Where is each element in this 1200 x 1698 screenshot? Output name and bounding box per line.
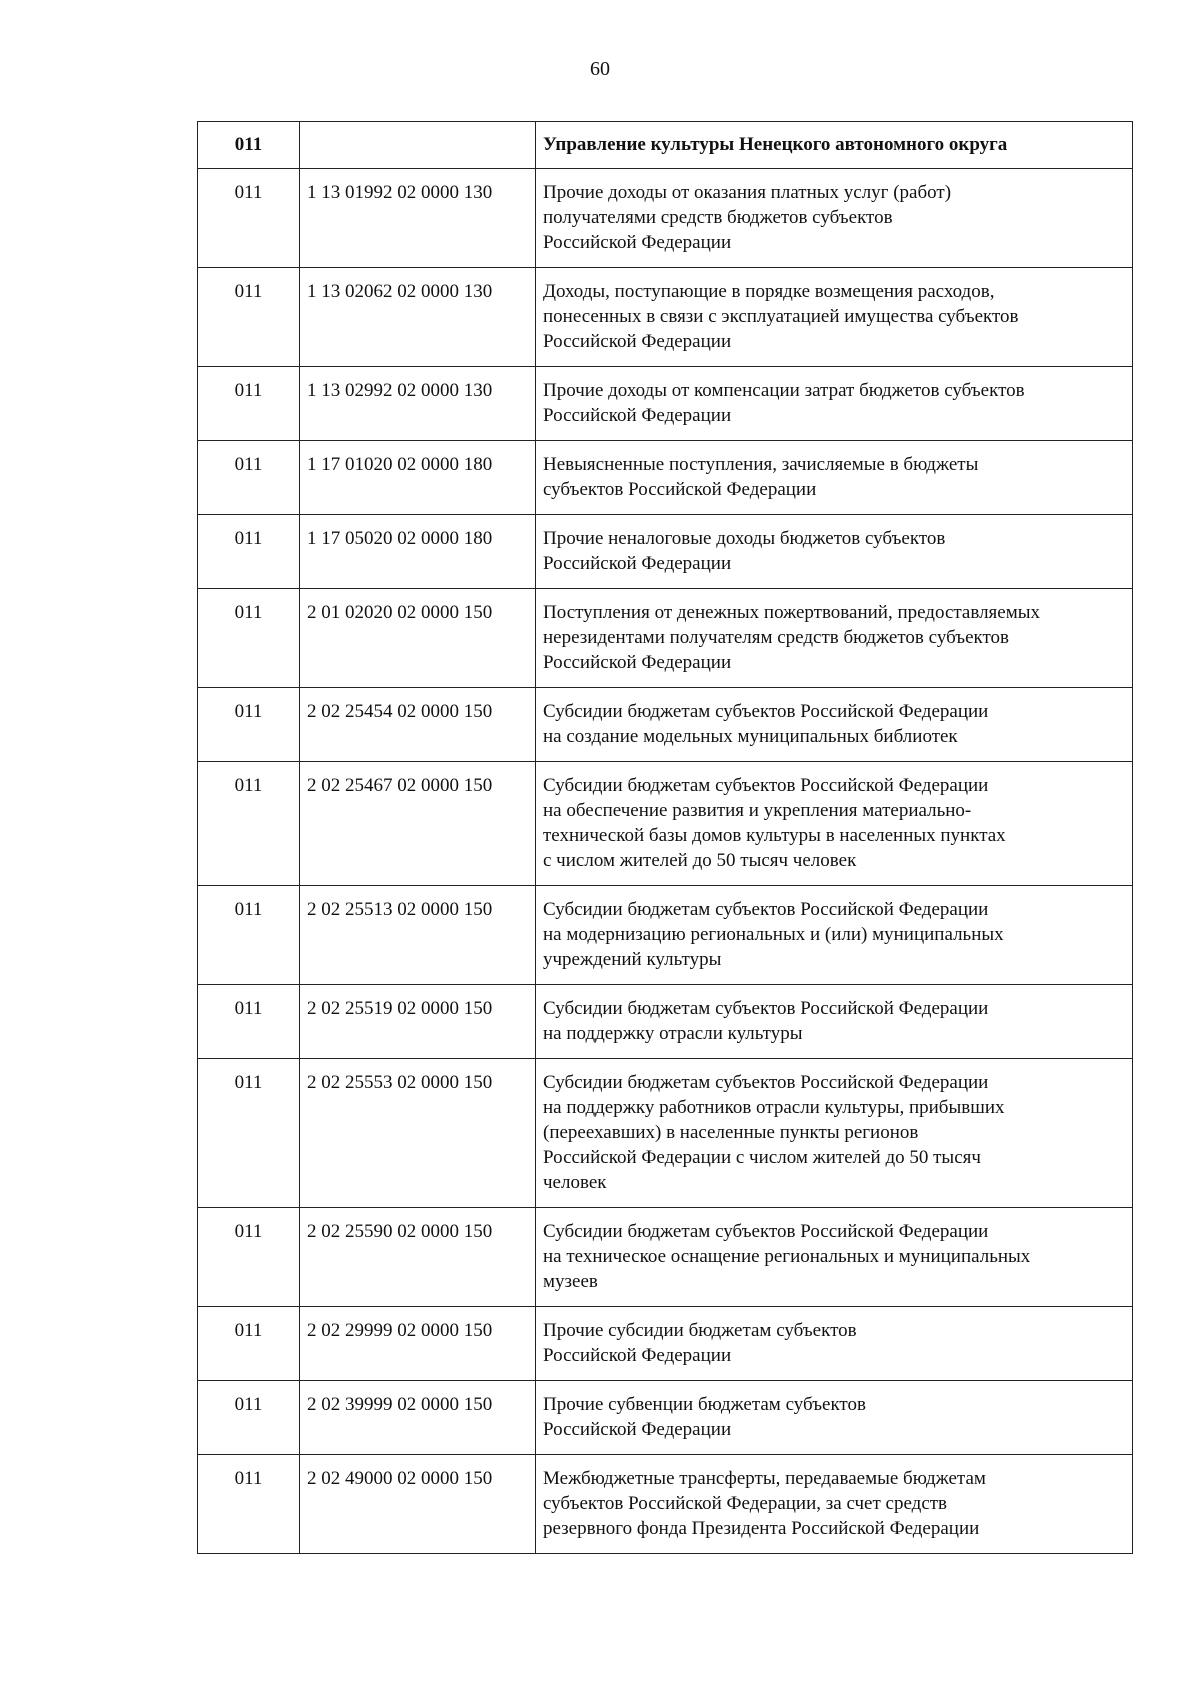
- table-row: [198, 886, 1133, 985]
- description-cell: Невыясненные поступления, зачисляемые в бюджеты субъектов Российской Федерации: [536, 441, 1133, 515]
- budget-code-cell: 2 02 25590 02 0000 150: [300, 1208, 536, 1307]
- table-row: [198, 1059, 1133, 1208]
- admin-code-cell: 011: [198, 441, 300, 515]
- header-budget-code: [300, 122, 536, 169]
- admin-code-cell: 011: [198, 1208, 300, 1307]
- table-row: [198, 515, 1133, 589]
- description-cell: Прочие субсидии бюджетам субъектов Российской Федерации: [536, 1307, 1133, 1381]
- budget-code-cell: 2 02 25513 02 0000 150: [300, 886, 536, 985]
- table-row: [198, 589, 1133, 688]
- budget-code-cell: 1 13 02062 02 0000 130: [300, 268, 536, 367]
- page-number: 60: [590, 58, 610, 80]
- admin-code-cell: 011: [198, 762, 300, 886]
- admin-code-cell: 011: [198, 367, 300, 441]
- header-department-name: Управление культуры Ненецкого автономного округа: [536, 122, 1133, 169]
- table-row: [198, 169, 1133, 268]
- admin-code-cell: 011: [198, 688, 300, 762]
- admin-code-cell: 011: [198, 1307, 300, 1381]
- description-cell: Субсидии бюджетам субъектов Российской Федерации на обеспечение развития и укрепления материально- технической базы домов культуры в населенных пунктах с числом жителей до 50 тысяч человек: [536, 762, 1133, 886]
- admin-code-cell: 011: [198, 886, 300, 985]
- description-cell: Субсидии бюджетам субъектов Российской Федерации на техническое оснащение региональных и муниципальных музеев: [536, 1208, 1133, 1307]
- description-cell: Поступления от денежных пожертвований, предоставляемых нерезидентами получателям средств бюджетов субъектов Российской Федерации: [536, 589, 1133, 688]
- admin-code-cell: 011: [198, 1381, 300, 1455]
- description-cell: Субсидии бюджетам субъектов Российской Федерации на поддержку отрасли культуры: [536, 985, 1133, 1059]
- description-cell: Межбюджетные трансферты, передаваемые бюджетам субъектов Российской Федерации, за счет средств резервного фонда Президента Российской Федерации: [536, 1455, 1133, 1554]
- table-row: [198, 1381, 1133, 1455]
- description-cell: Прочие субвенции бюджетам субъектов Российской Федерации: [536, 1381, 1133, 1455]
- table-row: [198, 1455, 1133, 1554]
- budget-code-cell: 2 02 25553 02 0000 150: [300, 1059, 536, 1208]
- admin-code-cell: 011: [198, 589, 300, 688]
- budget-code-cell: 2 02 25454 02 0000 150: [300, 688, 536, 762]
- budget-code-cell: 1 13 02992 02 0000 130: [300, 367, 536, 441]
- description-cell: Прочие доходы от оказания платных услуг (работ) получателями средств бюджетов субъектов Российской Федерации: [536, 169, 1133, 268]
- budget-code-cell: 1 13 01992 02 0000 130: [300, 169, 536, 268]
- table-row: [198, 762, 1133, 886]
- table-row: [198, 1307, 1133, 1381]
- table-row: [198, 688, 1133, 762]
- budget-code-cell: 1 17 05020 02 0000 180: [300, 515, 536, 589]
- table-row: [198, 441, 1133, 515]
- description-cell: Субсидии бюджетам субъектов Российской Федерации на модернизацию региональных и (или) муниципальных учреждений культуры: [536, 886, 1133, 985]
- budget-code-cell: 2 02 49000 02 0000 150: [300, 1455, 536, 1554]
- budget-code-cell: 1 17 01020 02 0000 180: [300, 441, 536, 515]
- budget-code-cell: 2 01 02020 02 0000 150: [300, 589, 536, 688]
- table-header-row: [198, 122, 1133, 169]
- budget-code-cell: 2 02 25467 02 0000 150: [300, 762, 536, 886]
- admin-code-cell: 011: [198, 268, 300, 367]
- budget-code-cell: 2 02 25519 02 0000 150: [300, 985, 536, 1059]
- table-row: [198, 268, 1133, 367]
- description-cell: Доходы, поступающие в порядке возмещения расходов, понесенных в связи с эксплуатацией имущества субъектов Российской Федерации: [536, 268, 1133, 367]
- table-row: [198, 985, 1133, 1059]
- revenue-codes-table: [197, 121, 1133, 1554]
- budget-code-cell: 2 02 29999 02 0000 150: [300, 1307, 536, 1381]
- budget-code-cell: 2 02 39999 02 0000 150: [300, 1381, 536, 1455]
- admin-code-cell: 011: [198, 169, 300, 268]
- admin-code-cell: 011: [198, 1455, 300, 1554]
- admin-code-cell: 011: [198, 515, 300, 589]
- description-cell: Прочие доходы от компенсации затрат бюджетов субъектов Российской Федерации: [536, 367, 1133, 441]
- table-row: [198, 367, 1133, 441]
- admin-code-cell: 011: [198, 1059, 300, 1208]
- admin-code-cell: 011: [198, 985, 300, 1059]
- description-cell: Субсидии бюджетам субъектов Российской Федерации на создание модельных муниципальных библиотек: [536, 688, 1133, 762]
- table-row: [198, 1208, 1133, 1307]
- description-cell: Прочие неналоговые доходы бюджетов субъектов Российской Федерации: [536, 515, 1133, 589]
- description-cell: Субсидии бюджетам субъектов Российской Федерации на поддержку работников отрасли культуры, прибывших (переехавших) в населенные пункты регионов Российской Федерации с числом жителей до 50 тысяч человек: [536, 1059, 1133, 1208]
- table-body: [198, 122, 1133, 1554]
- header-admin-code: 011: [198, 122, 300, 169]
